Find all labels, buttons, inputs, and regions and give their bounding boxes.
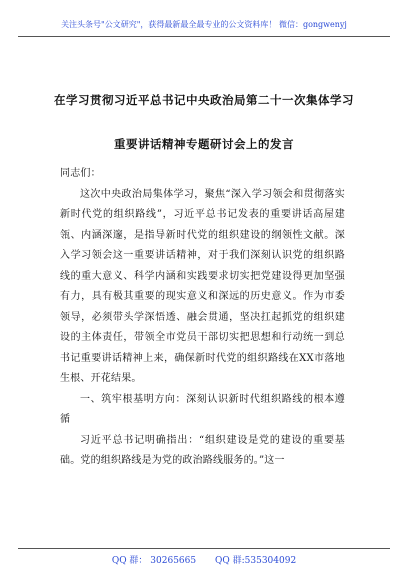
salutation: 同志们： xyxy=(60,168,101,179)
document-title-line2: 重要讲话精神专题研讨会上的发言 xyxy=(114,137,294,151)
document-title-line1: 在学习贯彻习近平总书记中央政治局第二十一次集体学习 xyxy=(54,93,354,107)
footer-qq-group-2: QQ 群:535304092 xyxy=(214,556,297,566)
section-heading: 一、筑牢根基明方向：深刻认识新时代组织路线的根本遵循 xyxy=(60,393,345,425)
body-paragraph: 习近平总书记明确指出：“组织建设是党的建设的重要基础。党的组织路线是为党的政治路线服务的。”这一 xyxy=(60,434,345,466)
body-paragraph: 这次中央政治局集体学习，聚焦“深入学习领会和贯彻落实新时代党的组织路线”，习近平总书记发表的重要讲话高屋建瓴、内涵深邃，是指导新时代党的组织建设的纲领性文献。深入学习领会这一重要讲话精神，对于我们深刻认识党的组织路线的重大意义、科学内涵和实践要求切实把党建设得更加坚强有力，具有极其重要的现实意义和深远的历史意义。作为市委领导，必须带头学深悟透、融会贯通，坚决扛起抓党的组织建设的主体责任，带领全市党员干部切实把思想和行动统一到总书记重要讲话精神上来，确保新时代党的组织路线在XX市落地生根、开花结果。 xyxy=(60,188,345,384)
footer-qq-group-1: QQ 群： 30265665 xyxy=(111,556,197,566)
document-body xyxy=(60,164,345,472)
header-notice: 关注头条号"公文研究"，获得最新最全最专业的公文资料库！ 微信：gongwenyj xyxy=(18,14,390,37)
footer xyxy=(18,548,390,566)
